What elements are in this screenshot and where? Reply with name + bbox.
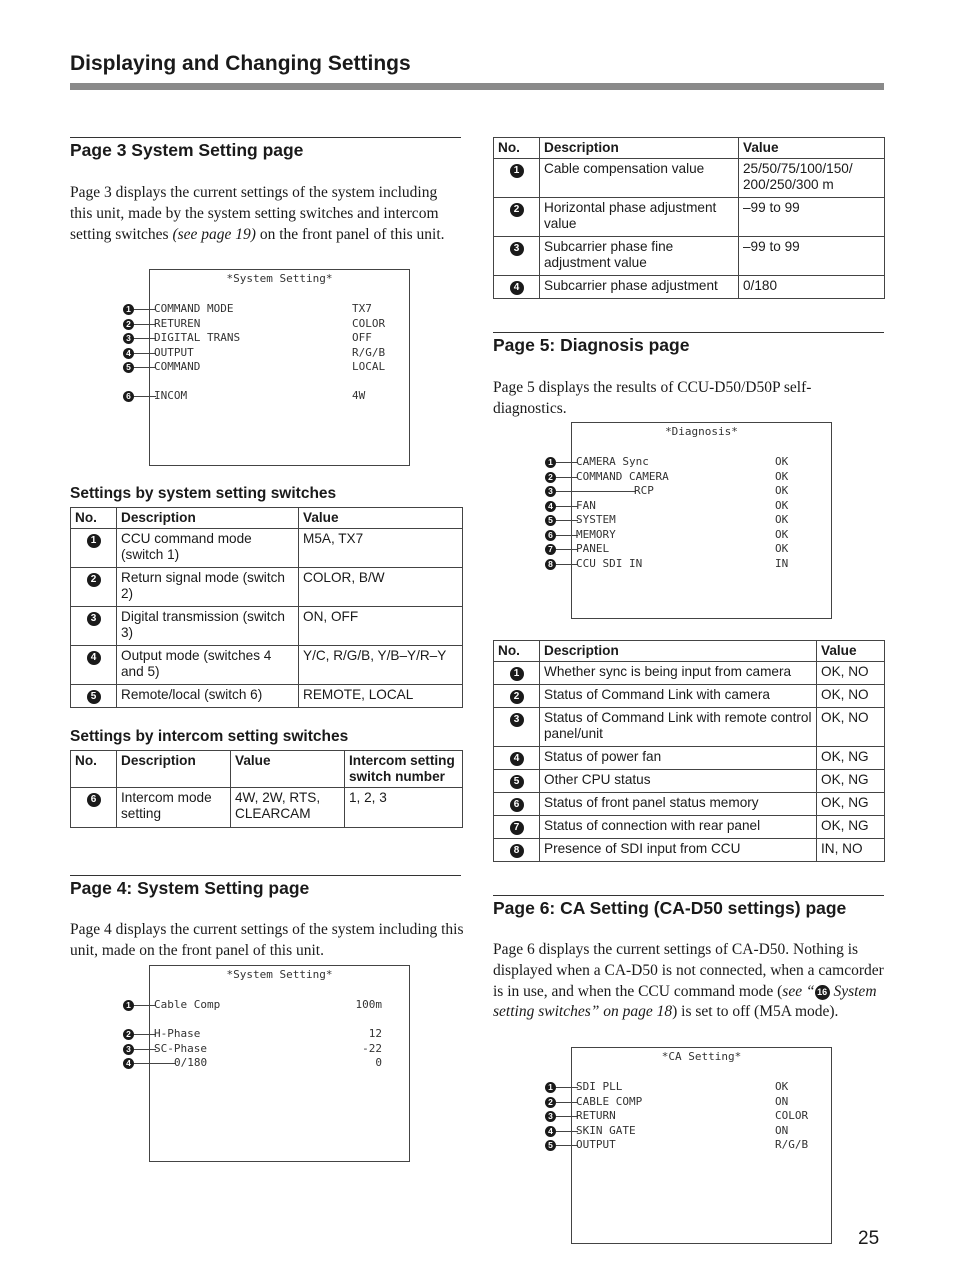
- col-header-value: Value: [231, 751, 345, 788]
- table-row: [494, 237, 885, 276]
- table-row: [71, 646, 463, 685]
- screen-row: [0, 1080, 954, 1095]
- row-number-cell: [71, 646, 117, 685]
- screen-row: [0, 1124, 954, 1139]
- callout-number-icon: 5: [123, 362, 134, 373]
- cell-value: –99 to 99: [739, 237, 885, 276]
- cell-desc: Whether sync is being input from camera: [540, 662, 817, 685]
- screen-row-value: OK: [775, 484, 789, 497]
- screen-row-value: ON: [775, 1123, 789, 1137]
- cell-value: REMOTE, LOCAL: [299, 685, 463, 708]
- screen-row-value: IN: [775, 556, 789, 570]
- screen-row-label: CCU SDI IN: [576, 556, 643, 570]
- number-badge-icon: 2: [510, 690, 524, 704]
- screen-row-value: ON: [775, 1094, 789, 1108]
- page-title: Displaying and Changing Settings: [70, 52, 411, 75]
- screen-row-label: RCP: [634, 484, 654, 497]
- screen-row: [0, 346, 954, 361]
- screen-row-value: OK: [775, 455, 789, 468]
- callout-number-icon: 8: [545, 559, 556, 570]
- cell-value: OK, NG: [817, 793, 885, 816]
- table-row: [494, 816, 885, 839]
- cell-value: 0/180: [739, 276, 885, 299]
- number-16-icon: 16: [815, 985, 830, 1000]
- cell-value: OK, NO: [817, 662, 885, 685]
- screen-row-value: 100m: [355, 998, 382, 1011]
- table-row: [494, 198, 885, 237]
- table-row: [494, 793, 885, 816]
- page-number: 25: [858, 1228, 880, 1249]
- screen-title: *CA Setting*: [661, 1050, 742, 1063]
- section-rule: [493, 895, 884, 896]
- screen-row-label: 0/180: [174, 1056, 208, 1069]
- number-badge-icon: 4: [510, 281, 524, 295]
- page3-intro: Page 3 displays the current settings of the system including this unit, made by the system setting switches and intercom setting switches (see page 19) on the front panel of this unit.: [70, 184, 445, 243]
- row-number-cell: [494, 816, 540, 839]
- page4-heading: Page 4: System Setting page: [70, 878, 310, 898]
- table-row: [494, 685, 885, 708]
- screen-row: [0, 317, 954, 332]
- table-row: [494, 276, 885, 299]
- callout-number-icon: 4: [545, 1126, 556, 1137]
- callout-number-icon: 4: [545, 501, 556, 512]
- col-header-no: No.: [494, 641, 540, 662]
- title-bar: [70, 83, 884, 90]
- screen-title: *System Setting*: [226, 272, 333, 285]
- cell-desc: Digital transmission (switch 3): [117, 607, 299, 646]
- screen-row-label: CAMERA Sync: [576, 455, 649, 468]
- screen-row: [0, 1138, 954, 1153]
- screen-row-value: OFF: [352, 331, 372, 344]
- callout-number-icon: 5: [545, 1140, 556, 1151]
- screen-row-label: SDI PLL: [576, 1080, 623, 1093]
- cell-desc: Status of power fan: [540, 747, 817, 770]
- cell-desc: Output mode (switches 4 and 5): [117, 646, 299, 685]
- callout-number-icon: 5: [545, 515, 556, 526]
- number-badge-icon: 1: [510, 667, 524, 681]
- table-row: [494, 708, 885, 747]
- cell-desc: Horizontal phase adjustment value: [540, 198, 739, 237]
- screen-row-label: DIGITAL TRANS: [154, 331, 241, 344]
- screen-row-label: PANEL: [576, 542, 610, 555]
- row-number-cell: [494, 662, 540, 685]
- cell-value: 25/50/75/100/150/ 200/250/300 m: [739, 159, 885, 198]
- row-number-cell: [71, 685, 117, 708]
- cell-desc: Cable compensation value: [540, 159, 739, 198]
- screen-row-label: H-Phase: [154, 1027, 201, 1040]
- cell-desc: Other CPU status: [540, 770, 817, 793]
- table-row: [71, 685, 463, 708]
- screen-row-label: OUTPUT: [154, 345, 194, 359]
- col-header-value: Value: [299, 508, 463, 529]
- callout-number-icon: 2: [123, 1029, 134, 1040]
- cell-value: OK, NG: [817, 816, 885, 839]
- screen-row: [0, 528, 954, 543]
- number-badge-icon: 1: [510, 164, 524, 178]
- callout-number-icon: 1: [545, 1082, 556, 1093]
- number-badge-icon: 3: [87, 612, 101, 626]
- page5-intro: Page 5 displays the results of CCU-D50/D50P self-diagnostics.: [493, 379, 812, 417]
- callout-number-icon: 1: [123, 1000, 134, 1011]
- col-header-switch-number: Intercom setting switch number: [345, 751, 463, 788]
- col-header-no: No.: [71, 751, 117, 788]
- page3-heading: Page 3 System Setting page: [70, 140, 304, 160]
- cell-value: 4W, 2W, RTS, CLEARCAM: [231, 788, 345, 828]
- screen-row: [0, 302, 954, 317]
- screen-row-label: SYSTEM: [576, 513, 616, 526]
- table-row: [71, 788, 463, 828]
- callout-number-icon: 4: [123, 1058, 134, 1069]
- col-header-no: No.: [71, 508, 117, 529]
- number-badge-icon: 3: [510, 242, 524, 256]
- table-row: [494, 662, 885, 685]
- screen-row-label: COMMAND MODE: [154, 302, 234, 315]
- screen-title: *Diagnosis*: [665, 425, 738, 438]
- row-number-cell: [71, 607, 117, 646]
- page6-heading: Page 6: CA Setting (CA-D50 settings) page: [493, 898, 847, 918]
- callout-number-icon: 3: [123, 333, 134, 344]
- screen-row-value: 4W: [352, 389, 366, 402]
- screen-row-value: OK: [775, 527, 789, 541]
- screen-row: [0, 513, 954, 528]
- row-number-cell: [71, 568, 117, 607]
- callout-number-icon: 3: [123, 1044, 134, 1055]
- screen-row-value: OK: [775, 1080, 789, 1093]
- switch-table-heading: Settings by system setting switches: [70, 485, 337, 502]
- screen-row: [0, 455, 954, 470]
- cell-desc: CCU command mode (switch 1): [117, 529, 299, 568]
- page5-table: [493, 640, 885, 862]
- cell-value: OK, NG: [817, 747, 885, 770]
- screen-row: [0, 470, 954, 485]
- number-badge-icon: 1: [87, 534, 101, 548]
- col-header-description: Description: [117, 751, 231, 788]
- screen-row-value: OK: [775, 542, 789, 555]
- table-row: [494, 159, 885, 198]
- section-rule: [70, 137, 461, 138]
- row-number-cell: [494, 237, 540, 276]
- screen-row: [0, 484, 954, 499]
- screen-row-value: TX7: [352, 302, 372, 315]
- page4-table: [493, 137, 885, 299]
- number-badge-icon: 3: [510, 713, 524, 727]
- cell-desc: Status of Command Link with camera: [540, 685, 817, 708]
- cell-value: Y/C, R/G/B, Y/B–Y/R–Y: [299, 646, 463, 685]
- cell-value: –99 to 99: [739, 198, 885, 237]
- number-badge-icon: 4: [510, 752, 524, 766]
- cell-desc: Subcarrier phase adjustment: [540, 276, 739, 299]
- section-rule: [493, 332, 884, 333]
- screen-row-label: RETUREN: [154, 316, 201, 330]
- screen-row-value: R/G/B: [352, 345, 386, 359]
- row-number-cell: [71, 788, 117, 828]
- screen-row: [0, 1095, 954, 1110]
- screen-row-label: INCOM: [154, 389, 188, 402]
- table-row: [494, 747, 885, 770]
- callout-number-icon: 2: [545, 1097, 556, 1108]
- screen-row-label: FAN: [576, 498, 596, 512]
- screen-row-value: R/G/B: [775, 1138, 809, 1151]
- screen-row-value: COLOR: [352, 316, 386, 330]
- row-number-cell: [494, 839, 540, 862]
- col-header-no: No.: [494, 138, 540, 159]
- number-badge-icon: 2: [510, 203, 524, 217]
- col-header-value: Value: [739, 138, 885, 159]
- screen-row: [0, 1027, 954, 1042]
- screen-row: [0, 1109, 954, 1124]
- section-rule: [70, 875, 461, 876]
- screen-row: [0, 331, 954, 346]
- row-number-cell: [494, 198, 540, 237]
- screen-row-value: 0: [375, 1056, 382, 1069]
- screen-row-value: OK: [775, 469, 789, 483]
- callout-number-icon: 2: [123, 319, 134, 330]
- table-row: [494, 770, 885, 793]
- screen-row-label: Cable Comp: [154, 998, 221, 1011]
- row-number-cell: [494, 276, 540, 299]
- table-row: [71, 568, 463, 607]
- cell-desc: Status of connection with rear panel: [540, 816, 817, 839]
- number-badge-icon: 6: [87, 793, 101, 807]
- callout-number-icon: 7: [545, 544, 556, 555]
- col-header-description: Description: [540, 138, 739, 159]
- number-badge-icon: 4: [87, 651, 101, 665]
- screen-row-label: OUTPUT: [576, 1138, 616, 1151]
- callout-number-icon: 6: [545, 530, 556, 541]
- row-number-cell: [494, 770, 540, 793]
- screen-row-label: COMMAND CAMERA: [576, 469, 669, 483]
- screen-row-value: LOCAL: [352, 360, 386, 373]
- screen-row-value: 12: [368, 1027, 382, 1040]
- number-badge-icon: 7: [510, 821, 524, 835]
- screen-row: [0, 360, 954, 375]
- screen-row-value: OK: [775, 498, 789, 512]
- callout-number-icon: 2: [545, 472, 556, 483]
- page6-intro: Page 6 displays the current settings of CA-D50. Nothing is displayed when a CA-D50 is not connected, when a camcorder is in use, and when the CCU command mode (see “ 16 System setting switches” on page 18) is set to off (M5A mode).: [493, 941, 884, 1021]
- cell-desc: Status of Command Link with remote control panel/unit: [540, 708, 817, 747]
- table-row: [71, 607, 463, 646]
- row-number-cell: [494, 159, 540, 198]
- screen-row-label: CABLE COMP: [576, 1094, 643, 1108]
- screen-row-value: COLOR: [775, 1109, 809, 1122]
- cell-value: IN, NO: [817, 839, 885, 862]
- number-badge-icon: 5: [87, 690, 101, 704]
- callout-number-icon: 1: [545, 457, 556, 468]
- screen-title: *System Setting*: [226, 968, 333, 981]
- callout-number-icon: 3: [545, 1111, 556, 1122]
- screen-row-label: RETURN: [576, 1109, 616, 1122]
- cell-switch: 1, 2, 3: [345, 788, 463, 828]
- cell-desc: Status of front panel status memory: [540, 793, 817, 816]
- number-badge-icon: 5: [510, 775, 524, 789]
- screen-row: [0, 499, 954, 514]
- screen-row-value: OK: [775, 513, 789, 526]
- screen-row-label: MEMORY: [576, 527, 616, 541]
- number-badge-icon: 8: [510, 844, 524, 858]
- row-number-cell: [494, 747, 540, 770]
- screen-row-label: COMMAND: [154, 360, 201, 373]
- row-number-cell: [494, 685, 540, 708]
- intercom-table: [70, 750, 463, 828]
- screen-row: [0, 557, 954, 572]
- cell-desc: Remote/local (switch 6): [117, 685, 299, 708]
- page5-heading: Page 5: Diagnosis page: [493, 335, 690, 355]
- cell-value: ON, OFF: [299, 607, 463, 646]
- cell-value: M5A, TX7: [299, 529, 463, 568]
- row-number-cell: [494, 708, 540, 747]
- cell-value: OK, NO: [817, 685, 885, 708]
- cell-value: OK, NO: [817, 708, 885, 747]
- callout-number-icon: 4: [123, 348, 134, 359]
- screen-row-label: SKIN GATE: [576, 1123, 636, 1137]
- table-row: [494, 839, 885, 862]
- screen-row: [0, 542, 954, 557]
- cell-desc: Subcarrier phase fine adjustment value: [540, 237, 739, 276]
- cell-desc: Presence of SDI input from CCU: [540, 839, 817, 862]
- cell-value: OK, NG: [817, 770, 885, 793]
- callout-number-icon: 3: [545, 486, 556, 497]
- callout-number-icon: 1: [123, 304, 134, 315]
- number-badge-icon: 2: [87, 573, 101, 587]
- cell-desc: Return signal mode (switch 2): [117, 568, 299, 607]
- number-badge-icon: 6: [510, 798, 524, 812]
- col-header-description: Description: [540, 641, 817, 662]
- col-header-value: Value: [817, 641, 885, 662]
- page4-intro: Page 4 displays the current settings of the system including this unit, made on the front panel of this unit.: [70, 921, 464, 959]
- screen-row-label: SC-Phase: [154, 1041, 207, 1055]
- cell-desc: Intercom mode setting: [117, 788, 231, 828]
- col-header-description: Description: [117, 508, 299, 529]
- intercom-table-heading: Settings by intercom setting switches: [70, 728, 349, 745]
- row-number-cell: [494, 793, 540, 816]
- cell-value: COLOR, B/W: [299, 568, 463, 607]
- screen-row-value: -22: [362, 1041, 382, 1055]
- callout-number-icon: 6: [123, 391, 134, 402]
